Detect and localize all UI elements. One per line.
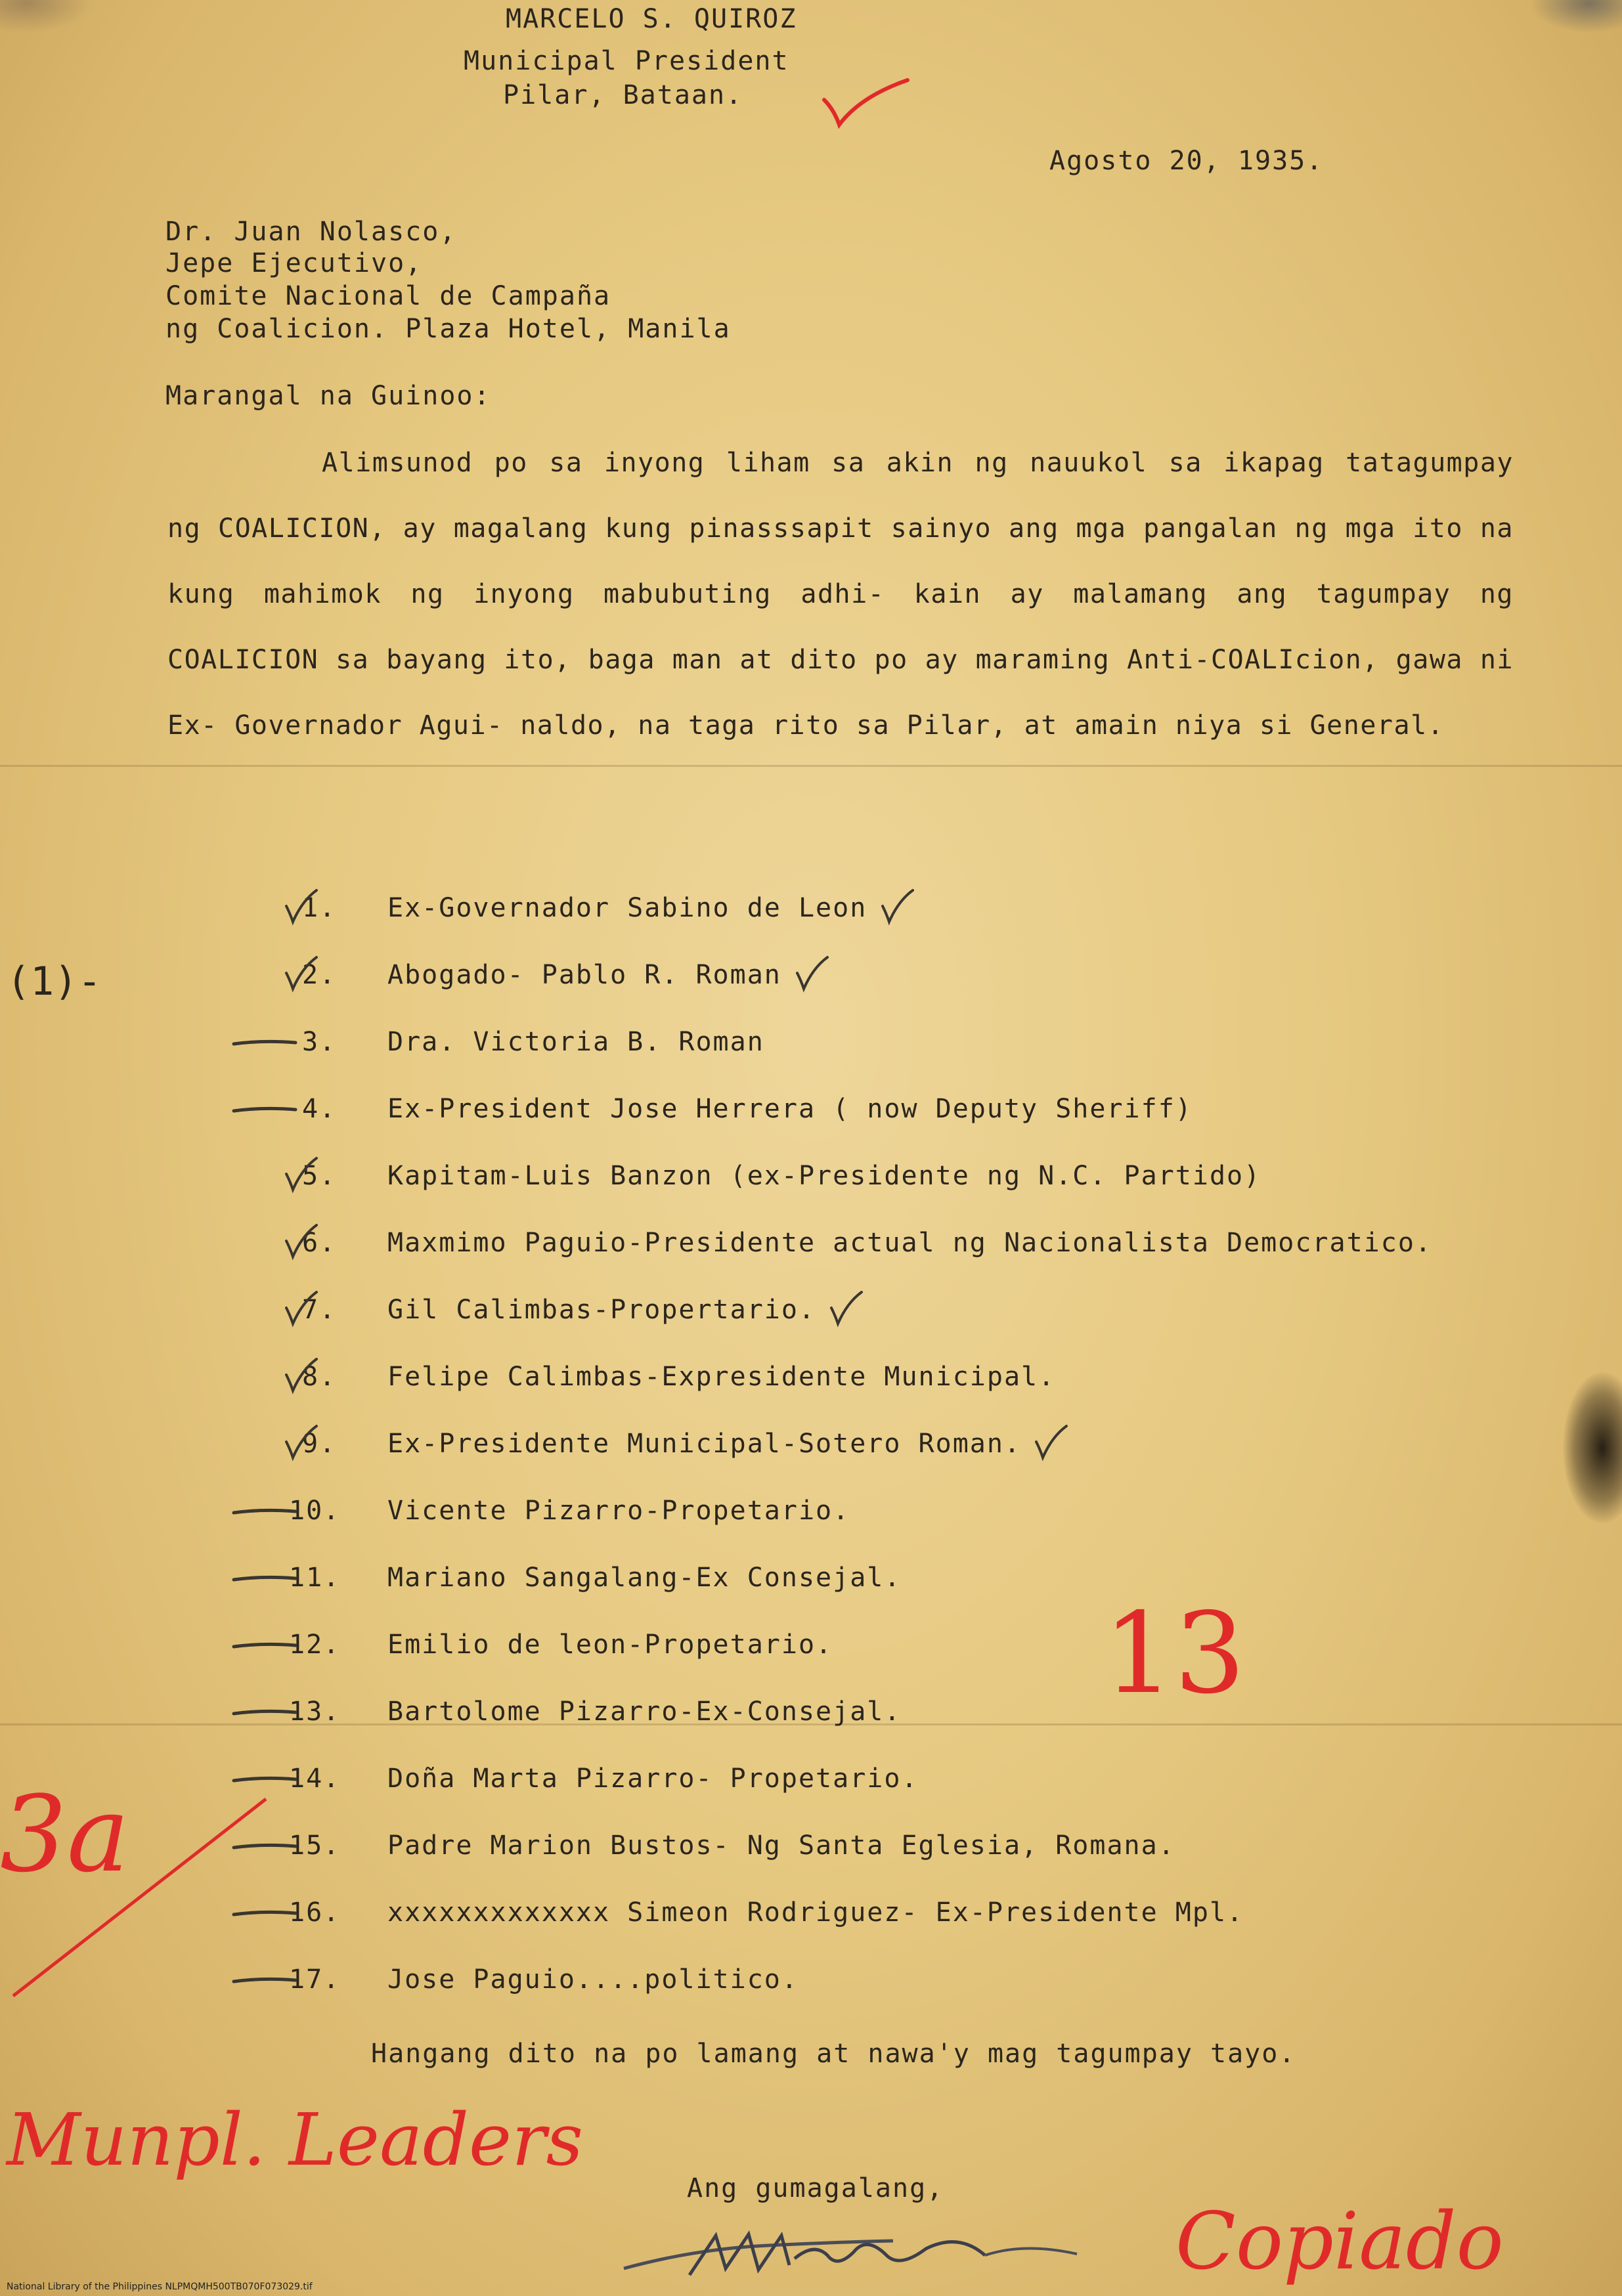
- footer-caption: National Library of the Philippines NLPMQMH500TB070F073029.tif: [7, 2282, 313, 2292]
- body-paragraph: Alimsunod po sa inyong liham sa akin ng nauukol sa ikapag tatagumpay ng COALICION, ay magalang kung pinasssapit sainyo ang mga pangalan ng mga ito na kung mahimok ng inyong mabubuting adhi- kain ay malamang ang tagumpay ng COALICION sa bayang ito, baga man at dito po ay maraming Anti-COALIcion, gawa ni Ex- Governador Agui- naldo, na taga rito sa Pilar, at amain niya si General.: [167, 448, 1514, 741]
- valediction: Ang gumagalang,: [687, 2173, 944, 2203]
- check-mark-icon: [827, 1289, 867, 1329]
- dash-mark-icon: [230, 1770, 302, 1790]
- list-item: [0, 1429, 1622, 1496]
- list-item-text: Emilio de leon-Propetario.: [387, 1630, 833, 1660]
- list-item-text: Padre Marion Bustos- Ng Santa Eglesia, Romana.: [387, 1830, 1175, 1861]
- list-item-text: Bartolome Pizarro-Ex-Consejal.: [387, 1697, 902, 1727]
- list-item-number: 5.: [302, 1161, 337, 1191]
- addressee-line: ng Coalicion. Plaza Hotel, Manila: [165, 314, 731, 344]
- list-item: [0, 1362, 1622, 1429]
- list-item-text: Ex-Presidente Municipal-Sotero Roman.: [387, 1429, 1022, 1459]
- list-item-text: Felipe Calimbas-Expresidente Municipal.: [387, 1362, 1056, 1392]
- list-item: [0, 1630, 1622, 1697]
- check-mark-icon: [282, 888, 322, 927]
- check-mark-icon: [793, 955, 833, 994]
- check-mark-icon: [282, 1156, 322, 1195]
- list-item: [0, 1094, 1622, 1161]
- list-item-text: Dra. Victoria B. Roman: [387, 1027, 764, 1057]
- count-annotation: 13: [1103, 1589, 1246, 1719]
- list-item-number: 14.: [289, 1764, 341, 1794]
- list-item-number: 9.: [302, 1429, 337, 1459]
- list-item-number: 15.: [289, 1830, 341, 1861]
- check-icon: [821, 74, 913, 133]
- addressee-line: Comite Nacional de Campaña: [165, 281, 611, 311]
- list-item-text: Mariano Sangalang-Ex Consejal.: [387, 1563, 902, 1593]
- list-item-number: 6.: [302, 1228, 337, 1258]
- dash-mark-icon: [230, 1703, 302, 1723]
- list-item-number: 11.: [289, 1563, 341, 1593]
- list-item-text: Vicente Pizarro-Propetario.: [387, 1496, 850, 1526]
- dash-mark-icon: [230, 1033, 302, 1053]
- margin-annotation: (1)-: [7, 959, 102, 1005]
- list-item-number: 4.: [302, 1094, 337, 1124]
- dash-mark-icon: [230, 1502, 302, 1522]
- dash-mark-icon: [230, 1569, 302, 1589]
- dash-mark-icon: [230, 1100, 302, 1120]
- corner-stain: [1530, 0, 1622, 33]
- status-annotation: Copiado: [1175, 2196, 1504, 2287]
- list-item-number: 13.: [289, 1697, 341, 1727]
- list-item-text: Ex-President Jose Herrera ( now Deputy Sheriff): [387, 1094, 1193, 1124]
- list-item-number: 17.: [289, 1964, 341, 1995]
- list-item-text: Gil Calimbas-Propertario.: [387, 1295, 816, 1325]
- closing-line: Hangang dito na po lamang at nawa'y mag tagumpay tayo.: [371, 2039, 1296, 2069]
- check-mark-icon: [879, 888, 918, 927]
- check-mark-icon: [282, 1356, 322, 1396]
- list-item: [0, 1161, 1622, 1228]
- letter-date: Agosto 20, 1935.: [1049, 146, 1324, 176]
- list-item-number: 3.: [302, 1027, 337, 1057]
- letterhead-name: MARCELO S. QUIROZ: [506, 4, 797, 34]
- list-item-number: 7.: [302, 1295, 337, 1325]
- dash-mark-icon: [230, 1636, 302, 1656]
- list-item: [0, 1496, 1622, 1563]
- list-item-number: 2.: [302, 960, 337, 990]
- check-mark-icon: [282, 1223, 322, 1262]
- list-item-number: 12.: [289, 1630, 341, 1660]
- list-item: [0, 1295, 1622, 1362]
- list-item: [0, 1563, 1622, 1630]
- letterhead-title: Municipal President: [464, 46, 789, 76]
- paper-fold: [0, 765, 1622, 767]
- addressee-line: Jepe Ejecutivo,: [165, 248, 423, 278]
- list-item-text: Doña Marta Pizarro- Propetario.: [387, 1764, 919, 1794]
- list-item-number: 1.: [302, 893, 337, 923]
- list-item-number: 10.: [289, 1496, 341, 1526]
- folio-annotation: 3a: [0, 1773, 130, 1895]
- check-mark-icon: [282, 955, 322, 994]
- check-mark-icon: [282, 1423, 322, 1463]
- list-item-text: Abogado- Pablo R. Roman: [387, 960, 781, 990]
- list-item-text: Kapitam-Luis Banzon (ex-Presidente ng N.C. Partido): [387, 1161, 1261, 1191]
- list-item: [0, 893, 1622, 960]
- list-item-number: 8.: [302, 1362, 337, 1392]
- signature-icon: [617, 2196, 1090, 2295]
- list-item: [0, 960, 1622, 1027]
- salutation: Marangal na Guinoo:: [165, 381, 491, 411]
- list-item: [0, 1697, 1622, 1764]
- check-mark-icon: [1032, 1423, 1072, 1463]
- letterhead-location: Pilar, Bataan.: [503, 80, 743, 110]
- list-item: [0, 1027, 1622, 1094]
- list-item-text: Ex-Governador Sabino de Leon: [387, 893, 867, 923]
- list-item-text: xxxxxxxxxxxxx Simeon Rodriguez- Ex-Presidente Mpl.: [387, 1897, 1244, 1928]
- list-item-text: Maxmimo Paguio-Presidente actual ng Nacionalista Democratico.: [387, 1228, 1433, 1258]
- list-item-number: 16.: [289, 1897, 341, 1928]
- list-item: [0, 1228, 1622, 1295]
- check-mark-icon: [282, 1289, 322, 1329]
- list-item-text: Jose Paguio....politico.: [387, 1964, 799, 1995]
- corner-stain: [0, 0, 92, 33]
- addressee-line: Dr. Juan Nolasco,: [165, 217, 457, 247]
- category-annotation: Munpl. Leaders: [7, 2098, 584, 2182]
- strike-line: [0, 1792, 276, 2009]
